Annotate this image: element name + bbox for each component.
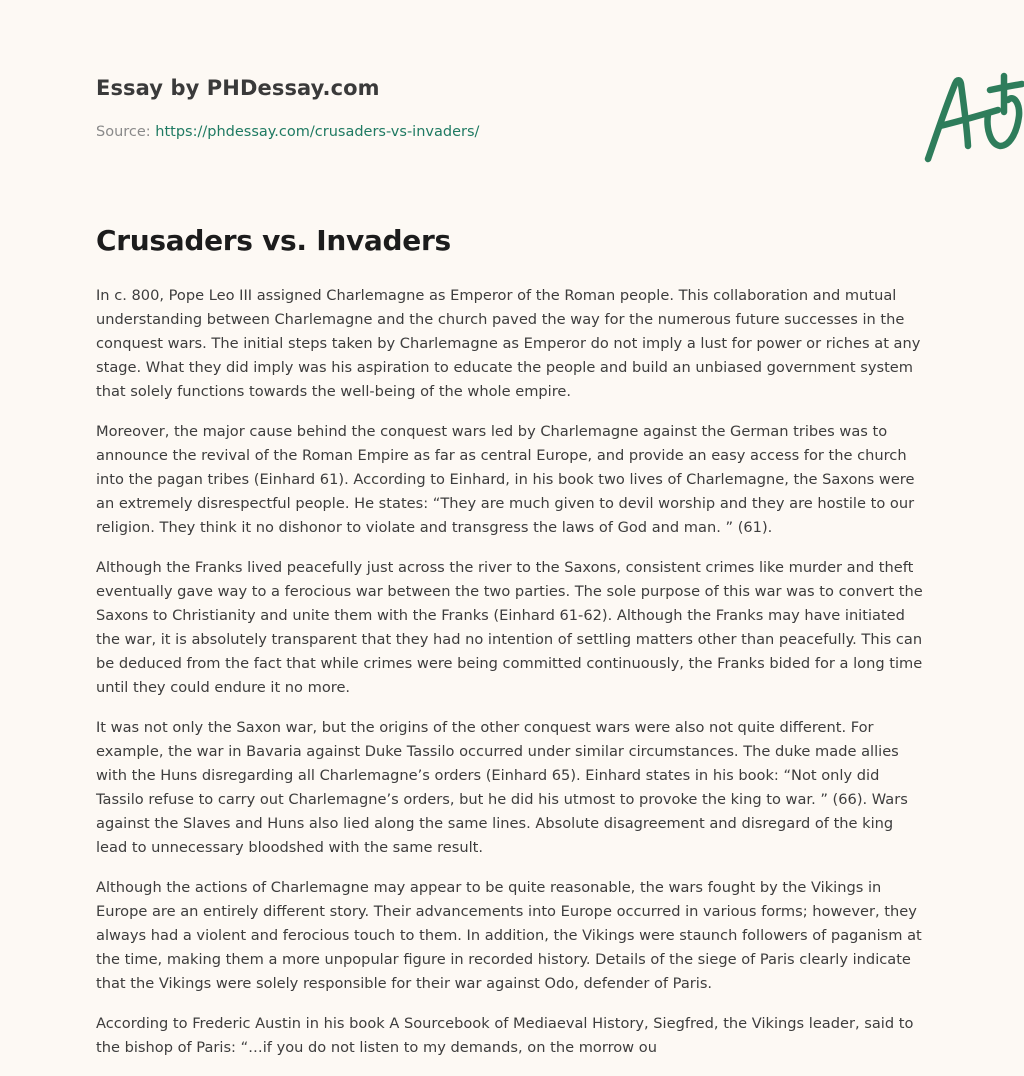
essay-paragraph: Although the Franks lived peacefully just across the river to the Saxons, consistent crimes like murder and theft eventually gave way to a ferocious war between the two parties. The sole purpose of this war was to convert the Saxons to Christianity and unite them with the Franks (Einhard 61-62). Although the Franks may have initiated the war, it is absolutely transparent that they had no intention of settling matters other than peacefully. This can be deduced from the fact that while crimes were being committed continuously, the Franks bided for a long time until they could endure it no more.: [96, 559, 923, 696]
essay-paragraph: Although the actions of Charlemagne may appear to be quite reasonable, the wars fought by the Vikings in Europe are an entirely different story. Their advancements into Europe occurred in various forms; however, they always had a violent and ferocious touch to them. In addition, the Vikings were staunch followers of paganism at the time, making them a more unpopular figure in recorded history. Details of the siege of Paris clearly indicate that the Vikings were solely responsible for their war against Odo, defender of Paris.: [96, 879, 922, 992]
source-label: Source:: [96, 124, 151, 140]
essay-body: [96, 284, 928, 1076]
essay-paragraph: According to Frederic Austin in his book A Sourcebook of Mediaeval History, Siegfred, the Vikings leader, said to the bishop of Paris: “…if you do not listen to my demands, on the morrow ou: [96, 1015, 914, 1056]
essay-paragraph: It was not only the Saxon war, but the origins of the other conquest wars were also not quite different. For example, the war in Bavaria against Duke Tassilo occurred under similar circumstances. The duke made allies with the Huns disregarding all Charlemagne’s orders (Einhard 65). Einhard states in his book: “Not only did Tassilo refuse to carry out Charlemagne’s orders, but he did his utmost to provoke the king to war. ” (66). Wars against the Slaves and Huns also lied along the same lines. Absolute disagreement and disregard of the king lead to unnecessary bloodshed with the same result.: [96, 719, 908, 856]
source-line: [96, 124, 479, 140]
essay-paragraph: Moreover, the major cause behind the conquest wars led by Charlemagne against the German tribes was to announce the revival of the Roman Empire as far as central Europe, and provide an easy access for the church into the pagan tribes (Einhard 61). According to Einhard, in his book two lives of Charlemagne, the Saxons were an extremely disrespectful people. He states: “They are much given to devil worship and they are hostile to our religion. They think it no dishonor to violate and transgress the laws of God and man. ” (61).: [96, 423, 915, 536]
a-plus-grade-icon: [918, 66, 1024, 166]
essay-paragraph: In c. 800, Pope Leo III assigned Charlemagne as Emperor of the Roman people. This collaboration and mutual understanding between Charlemagne and the church paved the way for the numerous future successes in the conquest wars. The initial steps taken by Charlemagne as Emperor do not imply a lust for power or riches at any stage. What they did imply was his aspiration to educate the people and build an unbiased government system that solely functions towards the well-being of the whole empire.: [96, 287, 921, 400]
source-link[interactable]: https://phdessay.com/crusaders-vs-invaders/: [155, 124, 480, 140]
essay-title: Crusaders vs. Invaders: [96, 224, 451, 257]
brand-title: Essay by PHDessay.com: [96, 76, 380, 100]
